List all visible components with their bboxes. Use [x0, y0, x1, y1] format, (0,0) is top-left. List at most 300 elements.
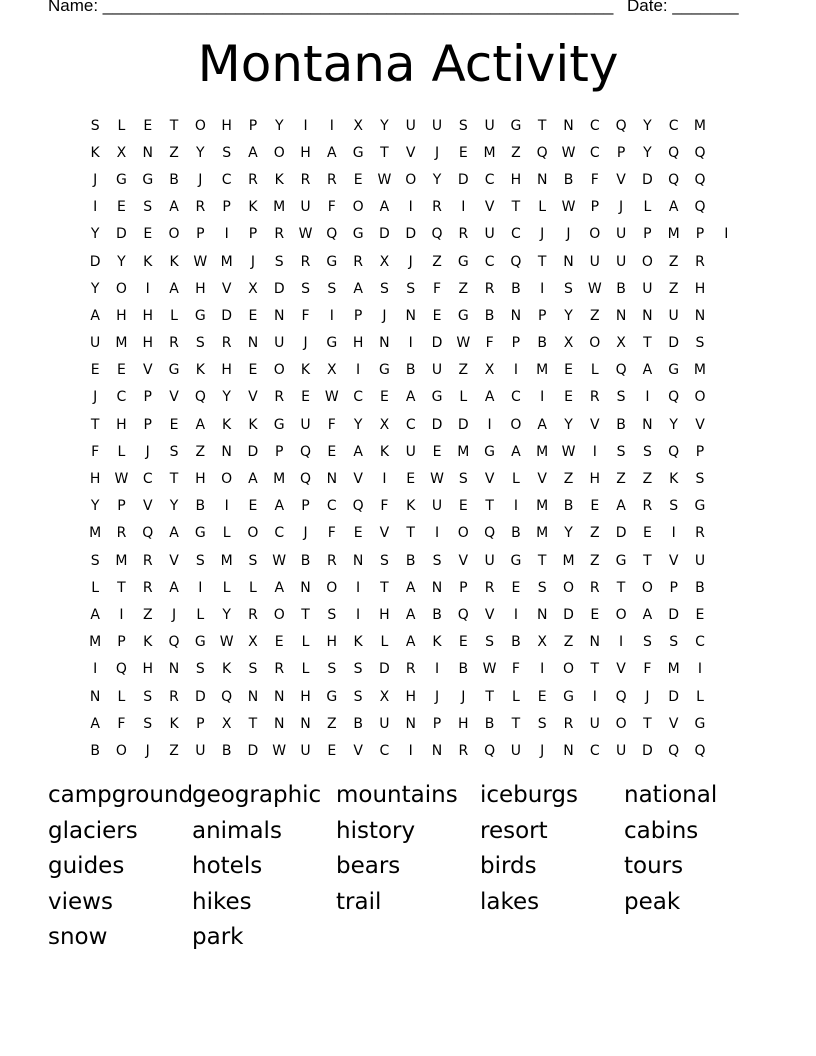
grid-letter: N	[615, 307, 627, 324]
grid-letter: T	[90, 416, 100, 433]
grid-letter: S	[248, 661, 258, 678]
grid-letter: P	[143, 416, 152, 433]
grid-letter: I	[356, 579, 361, 596]
grid-letter: K	[143, 634, 153, 651]
word-bank-item: hikes	[192, 888, 252, 915]
grid-letter: U	[405, 443, 416, 460]
grid-letter: E	[143, 117, 153, 134]
grid-letter: J	[461, 688, 466, 705]
grid-letter: Y	[643, 117, 652, 134]
grid-letter: P	[432, 715, 442, 732]
grid-letter: N	[221, 443, 232, 460]
grid-letter: E	[458, 144, 468, 161]
grid-letter: C	[589, 117, 600, 134]
grid-row	[82, 330, 739, 357]
grid-letter: S	[90, 552, 100, 569]
grid-letter: T	[537, 253, 547, 270]
grid-letter: Y	[90, 226, 100, 243]
word-bank-item: iceburgs	[480, 782, 578, 808]
grid-letter: G	[326, 253, 338, 270]
grid-letter: R	[195, 199, 206, 216]
grid-letter: F	[511, 661, 520, 678]
grid-letter: P	[695, 226, 705, 243]
grid-letter: Y	[669, 416, 678, 433]
grid-letter: I	[434, 525, 440, 542]
grid-letter: B	[484, 307, 495, 324]
grid-letter: R	[142, 579, 153, 596]
grid-letter: J	[303, 335, 308, 352]
name-field-label: Name: ______________________________________________________	[48, 0, 614, 15]
grid-letter: J	[145, 443, 150, 460]
grid-letter: E	[458, 498, 468, 515]
grid-letter: V	[142, 362, 153, 379]
grid-letter: C	[484, 253, 495, 270]
grid-letter: A	[405, 634, 416, 651]
grid-letter: B	[537, 335, 547, 352]
grid-letter: S	[274, 253, 284, 270]
grid-letter: S	[669, 634, 679, 651]
grid-row	[82, 275, 739, 302]
grid-letter: F	[327, 525, 336, 542]
grid-letter: N	[536, 606, 548, 623]
grid-letter: E	[353, 525, 363, 542]
grid-letter: Q	[300, 471, 312, 488]
grid-letter: W	[298, 226, 313, 243]
grid-letter: K	[222, 416, 232, 433]
grid-letter: M	[536, 525, 549, 542]
grid-letter: U	[510, 742, 522, 759]
grid-letter: E	[406, 471, 416, 488]
grid-letter: P	[590, 199, 600, 216]
grid-letter: C	[511, 226, 521, 243]
grid-letter: J	[93, 171, 98, 188]
grid-letter: W	[430, 471, 444, 488]
page-title: Montana Activity	[197, 35, 619, 93]
grid-letter: P	[196, 715, 205, 732]
grid-letter: E	[564, 389, 573, 406]
grid-letter: A	[169, 280, 179, 297]
grid-letter: A	[642, 362, 653, 379]
word-bank-item: campground	[48, 782, 194, 808]
grid-letter: J	[540, 226, 545, 243]
grid-letter: P	[275, 443, 284, 460]
grid-letter: D	[116, 226, 127, 243]
grid-row	[82, 166, 739, 193]
grid-letter: P	[143, 389, 152, 406]
grid-letter: F	[327, 416, 336, 433]
grid-letter: D	[431, 335, 443, 352]
grid-letter: G	[694, 715, 706, 732]
grid-letter: H	[89, 471, 101, 488]
grid-letter: A	[248, 471, 258, 488]
grid-letter: F	[117, 715, 126, 732]
grid-letter: N	[536, 171, 548, 188]
grid-letter: U	[615, 742, 627, 759]
grid-row	[82, 629, 739, 656]
grid-letter: Q	[615, 117, 627, 134]
grid-letter: O	[510, 416, 522, 433]
grid-row	[82, 683, 739, 710]
grid-letter: T	[169, 471, 179, 488]
grid-letter: X	[563, 335, 574, 352]
grid-letter: M	[483, 144, 496, 161]
grid-letter: Z	[589, 307, 600, 324]
grid-letter: Z	[616, 471, 626, 488]
grid-letter: H	[195, 280, 206, 297]
grid-letter: G	[457, 253, 469, 270]
grid-letter: K	[379, 443, 389, 460]
grid-row	[82, 411, 739, 438]
grid-letter: S	[564, 280, 573, 297]
grid-letter: Y	[564, 307, 573, 324]
grid-letter: K	[248, 199, 258, 216]
grid-letter: T	[117, 579, 126, 596]
grid-letter: B	[458, 661, 469, 678]
grid-letter: K	[90, 144, 100, 161]
grid-letter: C	[511, 389, 521, 406]
grid-letter: I	[224, 498, 229, 515]
grid-letter: D	[247, 443, 259, 460]
grid-letter: A	[405, 579, 416, 596]
grid-letter: E	[327, 443, 337, 460]
grid-letter: Y	[564, 525, 573, 542]
grid-letter: W	[377, 171, 392, 188]
grid-letter: X	[484, 362, 495, 379]
grid-letter: D	[194, 688, 206, 705]
grid-letter: H	[116, 307, 127, 324]
letter-grid	[82, 112, 739, 765]
grid-letter: N	[510, 307, 522, 324]
grid-letter: O	[273, 362, 285, 379]
grid-letter: V	[668, 715, 679, 732]
grid-letter: L	[511, 471, 520, 488]
grid-letter: N	[273, 307, 285, 324]
grid-letter: W	[193, 253, 208, 270]
grid-letter: C	[116, 389, 127, 406]
grid-letter: R	[589, 389, 600, 406]
grid-letter: I	[540, 661, 545, 678]
grid-letter: P	[117, 498, 126, 515]
grid-letter: U	[195, 742, 206, 759]
grid-letter: S	[353, 688, 363, 705]
grid-letter: J	[303, 525, 308, 542]
word-bank	[48, 779, 768, 957]
grid-letter: N	[405, 715, 416, 732]
grid-row	[82, 302, 739, 329]
grid-letter: B	[695, 579, 705, 596]
grid-letter: O	[615, 606, 627, 623]
grid-letter: W	[272, 742, 287, 759]
grid-letter: Q	[221, 688, 233, 705]
grid-letter: N	[300, 715, 311, 732]
grid-letter: P	[511, 335, 521, 352]
grid-letter: M	[562, 552, 575, 569]
grid-letter: R	[458, 742, 469, 759]
grid-letter: I	[671, 525, 676, 542]
grid-letter: O	[615, 715, 627, 732]
grid-letter: Q	[431, 226, 443, 243]
grid-letter: G	[352, 226, 364, 243]
grid-letter: E	[432, 443, 442, 460]
grid-letter: R	[432, 199, 442, 216]
grid-letter: I	[487, 416, 492, 433]
grid-letter: R	[248, 171, 258, 188]
grid-letter: E	[642, 525, 652, 542]
grid-row	[82, 493, 739, 520]
grid-letter: U	[300, 199, 311, 216]
grid-letter: P	[222, 199, 231, 216]
grid-letter: L	[222, 579, 231, 596]
grid-letter: W	[561, 199, 576, 216]
grid-letter: I	[697, 661, 703, 678]
grid-letter: Y	[169, 498, 179, 515]
grid-letter: L	[249, 579, 257, 596]
grid-letter: A	[668, 199, 679, 216]
grid-letter: Q	[668, 443, 680, 460]
grid-letter: R	[248, 606, 258, 623]
grid-letter: G	[694, 498, 706, 515]
grid-letter: R	[405, 661, 416, 678]
grid-letter: C	[274, 525, 285, 542]
grid-letter: X	[353, 117, 363, 134]
grid-letter: X	[116, 144, 127, 161]
grid-letter: H	[405, 688, 416, 705]
word-bank-item: history	[336, 817, 416, 844]
grid-letter: F	[590, 171, 599, 188]
grid-letter: U	[484, 117, 495, 134]
word-bank-item: views	[48, 888, 113, 915]
grid-letter: E	[353, 171, 363, 188]
word-bank-item: national	[624, 782, 718, 808]
grid-letter: O	[115, 280, 127, 297]
word-bank-item: peak	[624, 888, 681, 915]
grid-letter: D	[89, 253, 101, 270]
grid-letter: G	[352, 144, 364, 161]
grid-letter: H	[300, 688, 311, 705]
grid-letter: D	[668, 606, 680, 623]
grid-letter: W	[219, 634, 234, 651]
grid-letter: Q	[300, 443, 312, 460]
grid-letter: F	[643, 661, 652, 678]
grid-letter: J	[540, 742, 545, 759]
grid-letter: L	[170, 307, 178, 324]
grid-letter: Q	[536, 144, 548, 161]
grid-letter: B	[616, 416, 626, 433]
grid-letter: T	[537, 117, 547, 134]
grid-letter: V	[484, 199, 495, 216]
word-bank-item: snow	[48, 924, 108, 951]
grid-letter: L	[538, 199, 547, 216]
grid-letter: W	[587, 280, 602, 297]
grid-letter: B	[484, 715, 495, 732]
grid-letter: M	[667, 226, 680, 243]
grid-letter: M	[693, 117, 707, 134]
grid-letter: V	[248, 389, 258, 406]
grid-letter: P	[537, 307, 547, 324]
grid-letter: I	[645, 389, 650, 406]
grid-letter: Y	[222, 389, 231, 406]
grid-letter: E	[564, 362, 573, 379]
grid-letter: R	[326, 171, 337, 188]
grid-letter: S	[353, 661, 363, 678]
grid-letter: A	[248, 144, 258, 161]
grid-letter: Y	[274, 117, 284, 134]
grid-letter: I	[329, 307, 334, 324]
grid-letter: A	[379, 199, 390, 216]
grid-letter: Z	[458, 362, 469, 379]
grid-letter: Y	[222, 606, 231, 623]
grid-letter: G	[378, 362, 390, 379]
grid-letter: B	[616, 280, 626, 297]
grid-letter: H	[352, 335, 364, 352]
grid-letter: Q	[668, 171, 680, 188]
grid-letter: J	[645, 688, 650, 705]
grid-row	[82, 139, 739, 166]
grid-letter: L	[117, 443, 126, 460]
grid-letter: O	[589, 335, 601, 352]
grid-letter: G	[273, 416, 285, 433]
grid-letter: U	[642, 280, 653, 297]
grid-letter: R	[353, 253, 363, 270]
grid-letter: J	[145, 742, 150, 759]
grid-letter: D	[379, 226, 390, 243]
grid-letter: U	[405, 117, 416, 134]
grid-letter: R	[221, 335, 232, 352]
grid-letter: K	[300, 362, 311, 379]
grid-letter: K	[274, 171, 284, 188]
grid-letter: G	[457, 307, 469, 324]
grid-letter: S	[432, 552, 442, 569]
grid-letter: T	[169, 117, 179, 134]
grid-letter: N	[405, 307, 416, 324]
grid-letter: N	[352, 552, 364, 569]
grid-letter: V	[484, 471, 495, 488]
grid-letter: H	[694, 280, 706, 297]
grid-letter: S	[327, 280, 337, 297]
grid-letter: I	[408, 199, 413, 216]
grid-letter: M	[273, 471, 286, 488]
grid-letter: N	[642, 416, 653, 433]
grid-letter: D	[563, 606, 574, 623]
grid-letter: K	[669, 471, 679, 488]
word-bank-item: glaciers	[48, 817, 138, 844]
grid-letter: C	[589, 144, 600, 161]
grid-letter: S	[143, 199, 153, 216]
word-bank-item: bears	[336, 853, 401, 880]
grid-letter: B	[511, 634, 521, 651]
grid-letter: Q	[668, 742, 680, 759]
grid-letter: Q	[326, 226, 338, 243]
grid-letter: G	[484, 443, 496, 460]
grid-letter: B	[405, 362, 416, 379]
grid-letter: Z	[458, 280, 469, 297]
grid-letter: H	[221, 362, 232, 379]
grid-letter: U	[694, 552, 706, 569]
grid-letter: G	[168, 362, 180, 379]
grid-letter: N	[273, 715, 285, 732]
grid-letter: O	[115, 742, 127, 759]
grid-letter: L	[117, 688, 126, 705]
grid-letter: V	[484, 606, 495, 623]
grid-letter: L	[301, 634, 310, 651]
grid-letter: A	[90, 715, 100, 732]
grid-letter: O	[562, 579, 574, 596]
grid-letter: U	[589, 715, 600, 732]
grid-letter: B	[405, 552, 416, 569]
grid-letter: C	[326, 498, 337, 515]
grid-letter: Z	[668, 280, 679, 297]
grid-letter: K	[432, 634, 442, 651]
grid-letter: T	[380, 144, 389, 161]
grid-letter: D	[457, 416, 469, 433]
grid-letter: T	[380, 579, 389, 596]
grid-letter: Z	[327, 715, 337, 732]
word-bank-item: tours	[624, 853, 684, 880]
grid-letter: X	[616, 335, 626, 352]
grid-letter: W	[561, 443, 576, 460]
grid-letter: J	[619, 199, 624, 216]
grid-letter: E	[117, 199, 126, 216]
grid-letter: W	[324, 389, 339, 406]
header	[48, 0, 739, 16]
grid-letter: C	[589, 742, 600, 759]
grid-row	[82, 710, 739, 737]
grid-letter: E	[590, 606, 600, 623]
grid-letter: O	[562, 661, 574, 678]
grid-letter: I	[93, 199, 98, 216]
grid-letter: H	[195, 471, 206, 488]
grid-letter: L	[380, 634, 389, 651]
grid-letter: Z	[511, 144, 521, 161]
grid-letter: L	[643, 199, 652, 216]
grid-letter: I	[540, 280, 545, 297]
grid-letter: A	[642, 606, 653, 623]
grid-letter: D	[247, 742, 259, 759]
grid-letter: R	[326, 552, 337, 569]
grid-letter: A	[537, 416, 547, 433]
grid-letter: J	[250, 253, 255, 270]
grid-letter: M	[536, 498, 549, 515]
grid-letter: V	[616, 661, 626, 678]
grid-letter: D	[615, 525, 627, 542]
grid-letter: U	[379, 715, 390, 732]
grid-letter: S	[327, 661, 337, 678]
grid-letter: V	[590, 416, 600, 433]
grid-letter: X	[248, 280, 258, 297]
grid-letter: I	[540, 389, 545, 406]
grid-letter: E	[169, 416, 179, 433]
grid-letter: I	[434, 661, 440, 678]
grid-letter: Z	[563, 471, 574, 488]
grid-letter: H	[458, 715, 469, 732]
grid-row	[82, 601, 739, 628]
grid-letter: V	[353, 471, 363, 488]
grid-letter: R	[116, 525, 127, 542]
grid-letter: Z	[563, 634, 574, 651]
grid-letter: D	[405, 226, 417, 243]
grid-letter: S	[669, 498, 679, 515]
grid-letter: Z	[169, 144, 179, 161]
grid-letter: Y	[564, 416, 573, 433]
grid-letter: S	[485, 634, 495, 651]
grid-letter: T	[537, 552, 547, 569]
grid-letter: B	[563, 171, 574, 188]
grid-letter: W	[561, 144, 576, 161]
grid-letter: A	[484, 389, 495, 406]
grid-letter: N	[247, 335, 259, 352]
grid-letter: P	[669, 579, 678, 596]
grid-letter: X	[379, 253, 390, 270]
